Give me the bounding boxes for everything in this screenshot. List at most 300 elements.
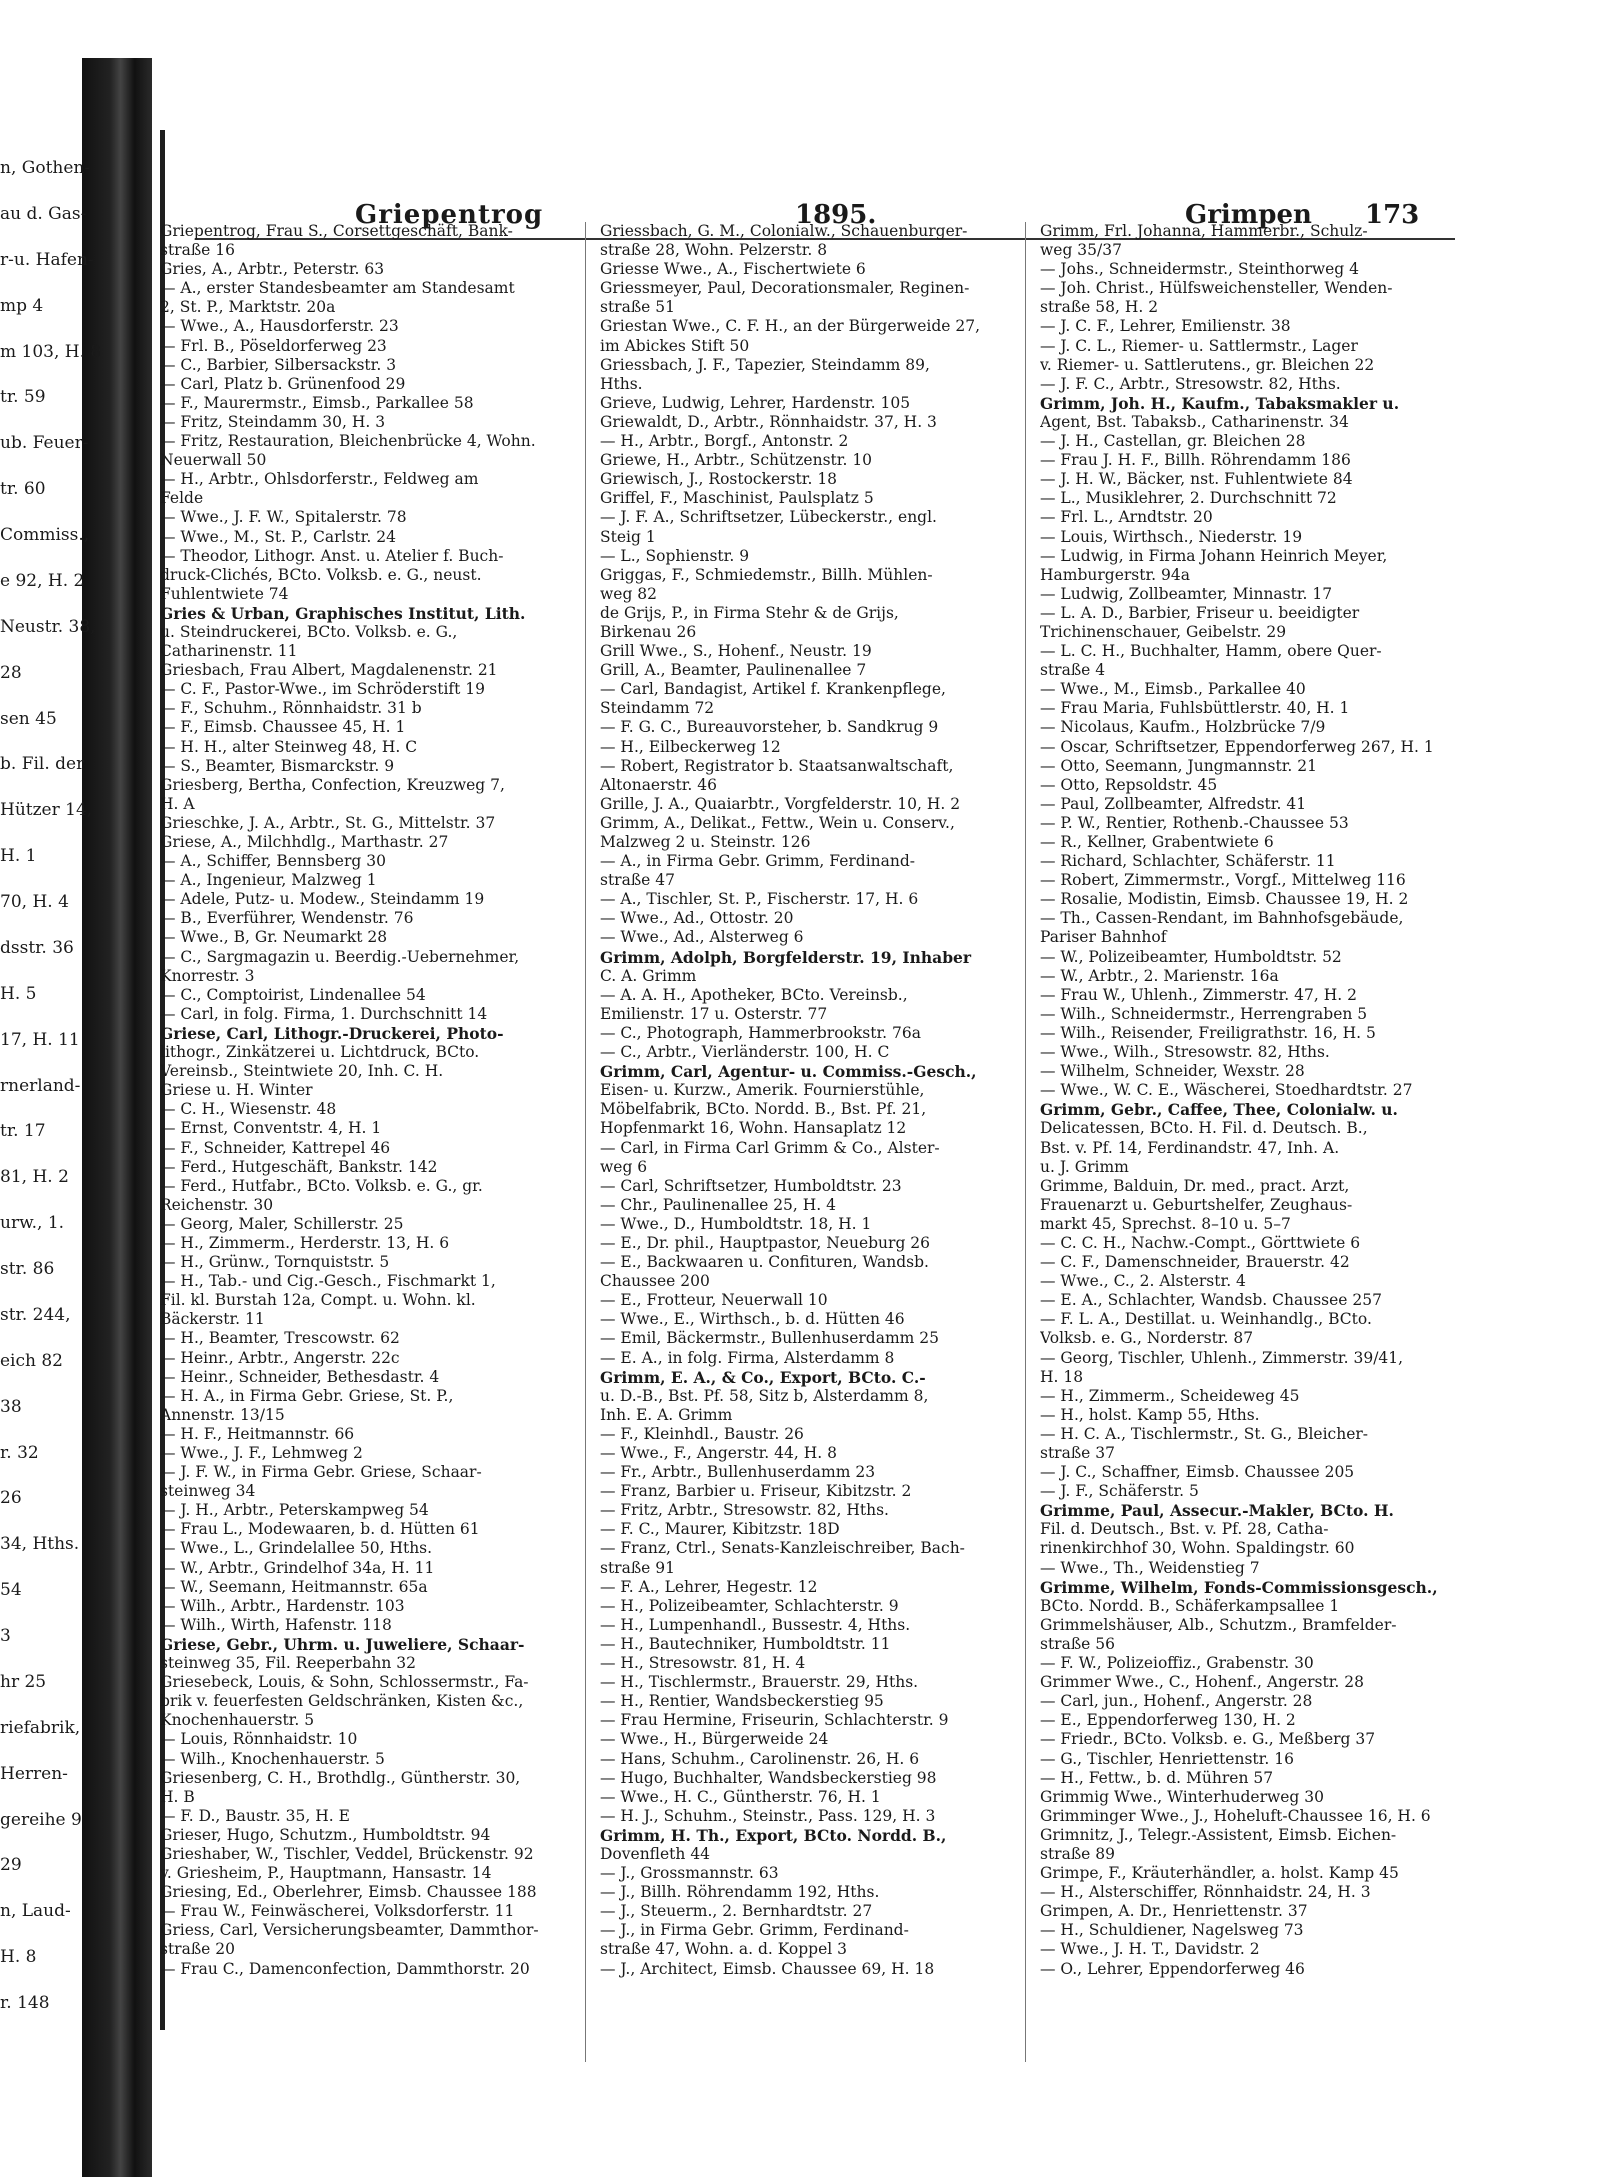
directory-entry: — Joh. Christ., Hülfsweichensteller, Wenden- [1040,279,1393,298]
directory-entry: weg 6 [600,1157,648,1176]
directory-entry: Griestan Wwe., C. F. H., an der Bürgerweide 27, [600,317,980,336]
directory-entry: BCto. Nordd. B., Schäferkampsallee 1 [1040,1596,1340,1615]
directory-entry: — Wilh., Arbtr., Hardenstr. 103 [160,1596,405,1615]
directory-entry: Dovenfleth 44 [600,1844,711,1863]
directory-entry: — Heinr., Arbtr., Angerstr. 22c [160,1348,400,1367]
column-3 [1040,222,1440,1979]
previous-page-fragment: str. 86 [0,1259,55,1279]
directory-entry: Grimm, Adolph, Borgfelderstr. 19, Inhaber [600,947,972,967]
directory-entry: Grimm, Gebr., Caffee, Thee, Colonialw. u. [1040,1100,1398,1120]
directory-entry: — E., Frotteur, Neuerwall 10 [600,1291,828,1310]
previous-page-fragment: str. 244, [0,1305,71,1325]
directory-entry: Altonaerstr. 46 [600,775,717,794]
previous-page-fragment: dsstr. 36 [0,938,74,958]
directory-entry: — Fritz, Steindamm 30, H. 3 [160,412,386,431]
directory-entry: Grimpen, A. Dr., Henriettenstr. 37 [1040,1902,1308,1921]
directory-entry: — H. C. A., Tischlermstr., St. G., Bleicher- [1040,1424,1369,1443]
directory-entry: — J. F., Schäferstr. 5 [1040,1482,1199,1501]
directory-entry: — J., Steuerm., 2. Bernhardtstr. 27 [600,1902,873,1921]
previous-page-fragment: 26 [0,1488,22,1508]
previous-page-fragment: 38 [0,1397,22,1417]
directory-entry: — Frl. L., Arndtstr. 20 [1040,508,1213,527]
directory-entry: — Wilh., Reisender, Freiligrathstr. 16, H. 5 [1040,1023,1376,1042]
directory-entry: — A., Schiffer, Bennsberg 30 [160,852,386,871]
directory-entry: — A., erster Standesbeamter am Standesamt [160,279,515,298]
directory-entry: Griepentrog, Frau S., Corsettgeschäft, Bank- [160,222,513,240]
directory-entry: — Frau C., Damenconfection, Dammthorstr. 20 [160,1959,530,1978]
directory-entry: straße 20 [160,1940,236,1959]
directory-entry: — J., in Firma Gebr. Grimm, Ferdinand- [600,1921,909,1940]
directory-entry: — Wilh., Wirth, Hafenstr. 118 [160,1615,392,1634]
directory-entry: Griess, Carl, Versicherungsbeamter, Dammthor- [160,1921,539,1940]
directory-entry: markt 45, Sprechst. 8–10 u. 5–7 [1040,1214,1291,1233]
directory-entry: — L., Sophienstr. 9 [600,546,750,565]
directory-entry: — H., Fettw., b. d. Mühren 57 [1040,1768,1274,1787]
directory-entry: Annenstr. 13/15 [160,1405,285,1424]
directory-entry: Steig 1 [600,527,656,546]
directory-entry: H. A [160,794,195,813]
directory-entry: Griesebeck, Louis, & Sohn, Schlossermstr., Fa- [160,1673,529,1692]
directory-entry: — Otto, Repsoldstr. 45 [1040,775,1218,794]
directory-entry: Grimm, Joh. H., Kaufm., Tabaksmakler u. [1040,393,1400,413]
directory-entry: — W., Polizeibeamter, Humboldtstr. 52 [1040,947,1342,966]
directory-entry: — Fritz, Restauration, Bleichenbrücke 4, Wohn. [160,432,536,451]
directory-entry: Möbelfabrik, BCto. Nordd. B., Bst. Pf. 21, [600,1100,927,1119]
previous-page-fragment: n, Gothen- [0,158,91,178]
directory-entry: Grill, A., Beamter, Paulinenallee 7 [600,661,867,680]
directory-entry: — Oscar, Schriftsetzer, Eppendorferweg 267, H. 1 [1040,737,1434,756]
previous-page-fragment: H. 5 [0,984,37,1004]
directory-entry: Griggas, F., Schmiedemstr., Billh. Mühlen- [600,565,933,584]
directory-entry: Agent, Bst. Tabaksb., Catharinenstr. 34 [1040,412,1349,431]
directory-entry: straße 47 [600,871,676,890]
directory-entry: — J. H., Arbtr., Peterskampweg 54 [160,1501,429,1520]
directory-entry: Griffel, F., Maschinist, Paulsplatz 5 [600,489,874,508]
previous-page-fragment: H. 8 [0,1947,37,1967]
directory-entry: Griessmeyer, Paul, Decorationsmaler, Reginen- [600,279,970,298]
directory-entry: Birkenau 26 [600,622,697,641]
previous-page-fragment: eich 82 [0,1351,64,1371]
directory-entry: — F. G. C., Bureauvorsteher, b. Sandkrug 9 [600,718,939,737]
directory-entry: — Frau J. H. F., Billh. Röhrendamm 186 [1040,451,1351,470]
directory-entry: Hamburgerstr. 94a [1040,565,1190,584]
directory-entry: — G., Tischler, Henriettenstr. 16 [1040,1749,1294,1768]
directory-entry: v. Griesheim, P., Hauptmann, Hansastr. 14 [160,1864,492,1883]
directory-entry: Grimpe, F., Kräuterhändler, a. holst. Kamp 45 [1040,1864,1399,1883]
directory-entry: — Carl, in Firma Carl Grimm & Co., Alster- [600,1138,940,1157]
directory-entry: Griesbach, Frau Albert, Magdalenenstr. 21 [160,661,498,680]
directory-entry: C. A. Grimm [600,966,697,985]
directory-entry: — Frau W., Uhlenh., Zimmerstr. 47, H. 2 [1040,985,1357,1004]
directory-entry: Grille, J. A., Quaiarbtr., Vorgfelderstr. 10, H. 2 [600,794,961,813]
directory-entry: — F., Eimsb. Chaussee 45, H. 1 [160,718,406,737]
directory-entry: — Wilh., Knochenhauerstr. 5 [160,1749,385,1768]
directory-entry: — Wwe., J. F. W., Spitalerstr. 78 [160,508,407,527]
column-2 [600,222,1000,1979]
directory-entry: — S., Beamter, Bismarckstr. 9 [160,756,395,775]
directory-entry: Bst. v. Pf. 14, Ferdinandstr. 47, Inh. A. [1040,1138,1340,1157]
directory-entry: — Otto, Seemann, Jungmannstr. 21 [1040,756,1317,775]
directory-entry: — H., Tischlermstr., Brauerstr. 29, Hths. [600,1673,919,1692]
previous-page-fragment: n, Laud- [0,1901,71,1921]
directory-entry: druck-Clichés, BCto. Volksb. e. G., neust. [160,565,482,584]
directory-entry: — H., Lumpenhandl., Bussestr. 4, Hths. [600,1615,911,1634]
directory-entry: — C. F., Damenschneider, Brauerstr. 42 [1040,1253,1350,1272]
directory-entry: — Hans, Schuhm., Carolinenstr. 26, H. 6 [600,1749,920,1768]
directory-entry: — W., Arbtr., 2. Marienstr. 16a [1040,966,1279,985]
directory-entry: de Grijs, P., in Firma Stehr & de Grijs, [600,603,899,622]
directory-entry: — Fritz, Arbtr., Stresowstr. 82, Hths. [600,1501,889,1520]
directory-entry: Grimm, A., Delikat., Fettw., Wein u. Conserv., [600,813,955,832]
directory-entry: Fuhlentwiete 74 [160,584,289,603]
directory-entry: — C. H., Wiesenstr. 48 [160,1100,337,1119]
directory-entry: Grimm, E. A., & Co., Export, BCto. C.- [600,1367,926,1387]
directory-entry: — Fr., Arbtr., Bullenhuserdamm 23 [600,1463,876,1482]
directory-entry: — R., Kellner, Grabentwiete 6 [1040,833,1274,851]
previous-page-fragment: r-u. Hafen- [0,250,94,270]
directory-entry: — O., Lehrer, Eppendorferweg 46 [1040,1959,1305,1978]
directory-entry: — E. A., in folg. Firma, Alsterdamm 8 [600,1348,895,1367]
directory-entry: straße 47, Wohn. a. d. Koppel 3 [600,1940,848,1959]
directory-entry: — Wwe., M., St. P., Carlstr. 24 [160,527,396,546]
directory-entry: Griesberg, Bertha, Confection, Kreuzweg 7, [160,775,505,794]
directory-entry: — C., Comptoirist, Lindenallee 54 [160,985,426,1004]
directory-entry: — Ernst, Conventstr. 4, H. 1 [160,1119,382,1138]
previous-page-fragment: Hützer 14, [0,800,93,820]
directory-entry: Griessbach, G. M., Colonialw., Schauenburger- [600,222,968,240]
directory-entry: — Richard, Schlachter, Schäferstr. 11 [1040,852,1336,871]
directory-entry: weg 35/37 [1040,241,1122,260]
directory-entry: Grieser, Hugo, Schutzm., Humboldtstr. 94 [160,1825,491,1844]
directory-entry: — Carl, jun., Hohenf., Angerstr. 28 [1040,1692,1313,1711]
directory-entry: Fil. kl. Burstah 12a, Compt. u. Wohn. kl. [160,1291,476,1310]
directory-entry: — J., Billh. Röhrendamm 192, Hths. [600,1883,880,1902]
directory-entry: — Adele, Putz- u. Modew., Steindamm 19 [160,890,485,909]
directory-entry: — Georg, Maler, Schillerstr. 25 [160,1214,404,1233]
directory-entry: — H., Arbtr., Borgf., Antonstr. 2 [600,432,849,451]
directory-entry: — E., Dr. phil., Hauptpastor, Neueburg 26 [600,1233,931,1252]
header-right-keyword: Grimpen [1185,200,1312,230]
directory-entry: Griewisch, J., Rostockerstr. 18 [600,470,838,489]
directory-entry: — C., Sargmagazin u. Beerdig.-Uebernehmer, [160,947,520,966]
directory-entry: — Chr., Paulinenallee 25, H. 4 [600,1195,837,1214]
previous-page-fragment: 17, H. 11 [0,1030,80,1050]
previous-page-fragment: Commiss., [0,525,90,545]
directory-entry: Neuerwall 50 [160,451,267,470]
directory-entry: — Wwe., D., Humboldtstr. 18, H. 1 [600,1214,872,1233]
directory-entry: — Wwe., F., Angerstr. 44, H. 8 [600,1444,837,1462]
directory-entry: — Wwe., Ad., Ottostr. 20 [600,909,794,928]
previous-page-fragment: rnerland- [0,1076,81,1096]
directory-entry: Felde [160,489,204,508]
directory-entry: — C., Arbtr., Vierländerstr. 100, H. C [600,1043,890,1062]
directory-entry: — Wwe., C., 2. Alsterstr. 4 [1040,1272,1246,1291]
directory-entry: — J. C. F., Lehrer, Emilienstr. 38 [1040,317,1291,336]
directory-entry: — P. W., Rentier, Rothenb.-Chaussee 53 [1040,813,1349,832]
directory-entry: — L. A. D., Barbier, Friseur u. beeidigter [1040,603,1360,622]
previous-page-fragment: Herren- [0,1764,68,1784]
previous-page-fragment: r. 148 [0,1993,50,2013]
directory-entry: — Carl, Schriftsetzer, Humboldtstr. 23 [600,1176,902,1195]
directory-entry: — H., Beamter, Trescowstr. 62 [160,1329,400,1348]
directory-entry: Griese, A., Milchhdlg., Marthastr. 27 [160,833,449,851]
directory-entry: Inh. E. A. Grimm [600,1405,733,1424]
directory-entry: Malzweg 2 u. Steinstr. 126 [600,833,811,851]
previous-page-fragment: urw., 1. [0,1213,65,1233]
directory-entry: — H., Zimmerm., Herderstr. 13, H. 6 [160,1233,450,1252]
directory-entry: Steindamm 72 [600,699,715,718]
directory-entry: — Ludwig, in Firma Johann Heinrich Meyer, [1040,546,1388,565]
directory-entry: Grimm, Carl, Agentur- u. Commiss.-Gesch., [600,1062,977,1082]
directory-entry: — Frau W., Feinwäscherei, Volksdorferstr. 11 [160,1902,515,1921]
directory-entry: straße 16 [160,241,236,260]
directory-entry: — J., Architect, Eimsb. Chaussee 69, H. 18 [600,1959,935,1978]
directory-entry: — Robert, Registrator b. Staatsanwaltschaft, [600,756,954,775]
directory-entry: Griese, Gebr., Uhrm. u. Juweliere, Schaar- [160,1634,525,1654]
directory-entry: — W., Arbtr., Grindelhof 34a, H. 11 [160,1558,435,1577]
previous-page-edge [0,60,140,2040]
directory-entry: Grill Wwe., S., Hohenf., Neustr. 19 [600,642,872,661]
directory-entry: H. B [160,1787,195,1806]
directory-entry: Grimme, Balduin, Dr. med., pract. Arzt, [1040,1176,1350,1195]
directory-entry: — Wwe., W. C. E., Wäscherei, Stoedhardtstr. 27 [1040,1081,1413,1100]
directory-entry: — B., Everführer, Wendenstr. 76 [160,909,414,928]
directory-entry: — W., Seemann, Heitmannstr. 65a [160,1577,428,1596]
directory-entry: — J. C. L., Riemer- u. Sattlermstr., Lager [1040,336,1358,355]
directory-entry: — Carl, Platz b. Grünenfood 29 [160,374,406,393]
directory-entry: — F. D., Baustr. 35, H. E [160,1806,350,1825]
directory-entry: straße 4 [1040,661,1106,680]
previous-page-fragment: m 103, H. 8 [0,342,102,362]
page-number: 173 [1365,200,1420,230]
previous-page-fragment: b. Fil. der [0,754,85,774]
previous-page-fragment: H. 1 [0,846,37,866]
directory-entry: — J., Grossmannstr. 63 [600,1864,779,1883]
directory-entry: — H., Polizeibeamter, Schlachterstr. 9 [600,1596,899,1615]
directory-entry: brik v. feuerfesten Geldschränken, Kisten &c., [160,1692,524,1711]
directory-entry: straße 37 [1040,1444,1116,1462]
directory-entry: steinweg 34 [160,1482,256,1501]
previous-page-fragment: 54 [0,1580,22,1600]
directory-entry: — F. C., Maurer, Kibitzstr. 18D [600,1520,840,1539]
directory-entry: — Johs., Schneidermstr., Steinthorweg 4 [1040,260,1360,279]
directory-entry: u. J. Grimm [1040,1157,1129,1176]
directory-entry: — Frau L., Modewaaren, b. d. Hütten 61 [160,1520,480,1539]
directory-entry: 2, St. P., Marktstr. 20a [160,298,336,317]
directory-entry: im Abickes Stift 50 [600,336,750,355]
directory-entry: — J. F. C., Arbtr., Stresowstr. 82, Hths. [1040,374,1341,393]
directory-entry: Grimm, H. Th., Export, BCto. Nordd. B., [600,1825,947,1845]
directory-entry: — H., Eilbeckerweg 12 [600,737,781,756]
directory-entry: — H. F., Heitmannstr. 66 [160,1424,355,1443]
directory-entry: — Wwe., E., Wirthsch., b. d. Hütten 46 [600,1310,905,1329]
directory-entry: — Wilh., Schneidermstr., Herrengraben 5 [1040,1004,1368,1023]
directory-entry: weg 82 [600,584,658,603]
directory-entry: — Louis, Rönnhaidstr. 10 [160,1730,358,1749]
directory-entry: Grieschke, J. A., Arbtr., St. G., Mittelstr. 37 [160,813,496,832]
directory-entry: Grimmelshäuser, Alb., Schutzm., Bramfelder- [1040,1615,1397,1634]
directory-entry: — Wwe., Wilh., Stresowstr. 82, Hths. [1040,1043,1330,1062]
directory-entry: Grimnitz, J., Telegr.-Assistent, Eimsb. Eichen- [1040,1825,1397,1844]
directory-entry: — Wilhelm, Schneider, Wexstr. 28 [1040,1062,1305,1081]
directory-entry: Griesenberg, C. H., Brothdlg., Güntherstr. 30, [160,1768,521,1787]
directory-entry: v. Riemer- u. Sattlerutens., gr. Bleichen 22 [1040,355,1375,374]
directory-entry: — A. A. H., Apotheker, BCto. Vereinsb., [600,985,908,1004]
previous-page-fragment: gereihe 9 [0,1810,82,1830]
directory-entry: — Franz, Barbier u. Friseur, Kibitzstr. 2 [600,1482,912,1501]
directory-entry: H. 18 [1040,1367,1084,1386]
directory-entry: lithogr., Zinkätzerei u. Lichtdruck, BCto. [160,1043,480,1062]
directory-entry: — Wwe., H. C., Güntherstr. 76, H. 1 [600,1787,881,1806]
header-left-keyword: Griepentrog [355,200,544,230]
directory-entry: — Robert, Zimmermstr., Vorgf., Mittelweg 116 [1040,871,1406,890]
directory-entry: — Ferd., Hutgeschäft, Bankstr. 142 [160,1157,438,1176]
directory-entry: — J. F. A., Schriftsetzer, Lübeckerstr., engl. [600,508,937,527]
directory-entry: Frauenarzt u. Geburtshelfer, Zeughaus- [1040,1195,1353,1214]
directory-entry: — F., Schneider, Kattrepel 46 [160,1138,391,1157]
directory-entry: — H., Rentier, Wandsbeckerstieg 95 [600,1692,884,1711]
previous-page-fragment: 81, H. 2 [0,1167,69,1187]
directory-entry: — H. H., alter Steinweg 48, H. C [160,737,418,756]
directory-entry: — Ludwig, Zollbeamter, Minnastr. 17 [1040,584,1333,603]
directory-entry: straße 56 [1040,1634,1116,1653]
previous-page-fragment: tr. 60 [0,479,46,499]
directory-entry: Grimmig Wwe., Winterhuderweg 30 [1040,1787,1324,1806]
directory-entry: — Franz, Ctrl., Senats-Kanzleischreiber, Bach- [600,1539,965,1558]
directory-entry: Knochenhauerstr. 5 [160,1711,315,1730]
directory-entry: — Nicolaus, Kaufm., Holzbrücke 7/9 [1040,718,1326,737]
directory-entry: — Wwe., Ad., Alsterweg 6 [600,928,804,947]
directory-entry: — Wwe., H., Bürgerweide 24 [600,1730,829,1749]
previous-page-fragment: e 92, H. 2 [0,571,85,591]
directory-entry: Grimminger Wwe., J., Hoheluft-Chaussee 16, H. 6 [1040,1806,1431,1825]
directory-entry: rinenkirchhof 30, Wohn. Spaldingstr. 60 [1040,1539,1355,1558]
previous-page-fragment: riefabrik, [0,1718,81,1738]
directory-entry: Grieve, Ludwig, Lehrer, Hardenstr. 105 [600,393,911,412]
directory-entry: — Wwe., B, Gr. Neumarkt 28 [160,928,388,947]
directory-entry: — Theodor, Lithogr. Anst. u. Atelier f. Buch- [160,546,504,565]
directory-entry: Delicatessen, BCto. H. Fil. d. Deutsch. B., [1040,1119,1368,1138]
directory-entry: — F. W., Polizeioffiz., Grabenstr. 30 [1040,1654,1314,1673]
column-divider [1025,222,1026,2062]
directory-entry: — F. A., Lehrer, Hegestr. 12 [600,1577,818,1596]
column-divider [585,222,586,2062]
directory-entry: — E. A., Schlachter, Wandsb. Chaussee 257 [1040,1291,1382,1310]
directory-entry: — Georg, Tischler, Uhlenh., Zimmerstr. 39/41, [1040,1348,1404,1367]
directory-entry: — Carl, in folg. Firma, 1. Durchschnitt 14 [160,1004,488,1023]
directory-entry: Catharinenstr. 11 [160,642,298,661]
previous-page-fragment: Neustr. 38, [0,617,96,637]
directory-entry: — Frl. B., Pöseldorferweg 23 [160,336,387,355]
directory-entry: Griewaldt, D., Arbtr., Rönnhaidstr. 37, H. 3 [600,412,937,431]
directory-entry: straße 51 [600,298,676,317]
directory-entry: — Wwe., A., Hausdorferstr. 23 [160,317,399,336]
directory-entry: — Wwe., L., Grindelallee 50, Hths. [160,1539,433,1558]
directory-entry: — Louis, Wirthsch., Niederstr. 19 [1040,527,1303,546]
directory-entry: — A., in Firma Gebr. Grimm, Ferdinand- [600,852,916,871]
previous-page-fragment: ub. Feuer- [0,433,89,453]
directory-entry: — L., Musiklehrer, 2. Durchschnitt 72 [1040,489,1337,508]
directory-entry: — F., Schuhm., Rönnhaidstr. 31 b [160,699,422,718]
previous-page-fragment: au d. Gas- [0,204,87,224]
directory-entry: — Paul, Zollbeamter, Alfredstr. 41 [1040,794,1307,813]
previous-page-fragment: mp 4 [0,296,44,316]
directory-entry: Griewe, H., Arbtr., Schützenstr. 10 [600,451,873,470]
directory-entry: — J. H. W., Bäcker, nst. Fuhlentwiete 84 [1040,470,1353,489]
directory-entry: Gries, A., Arbtr., Peterstr. 63 [160,260,385,279]
directory-entry: Grimm, Frl. Johanna, Hammerbr., Schulz- [1040,222,1368,240]
directory-entry: Hopfenmarkt 16, Wohn. Hansaplatz 12 [600,1119,907,1138]
directory-entry: — A., Tischler, St. P., Fischerstr. 17, H. 6 [600,890,919,909]
directory-entry: — H., Stresowstr. 81, H. 4 [600,1654,806,1673]
directory-entry: — Wwe., J. H. T., Davidstr. 2 [1040,1940,1260,1959]
directory-entry: — H., holst. Kamp 55, Hths. [1040,1405,1260,1424]
directory-entry: Vereinsb., Steintwiete 20, Inh. C. H. [160,1062,444,1081]
directory-entry: Griesing, Ed., Oberlehrer, Eimsb. Chaussee 188 [160,1883,537,1902]
directory-entry: Griessbach, J. F., Tapezier, Steindamm 89, [600,355,930,374]
previous-page-fragment: 28 [0,663,22,683]
directory-entry: Griese, Carl, Lithogr.-Druckerei, Photo- [160,1023,504,1043]
header-year: 1895. [795,200,877,230]
previous-page-fragment: r. 32 [0,1443,39,1463]
directory-entry: Emilienstr. 17 u. Osterstr. 77 [600,1004,828,1023]
directory-entry: steinweg 35, Fil. Reeperbahn 32 [160,1654,416,1673]
directory-entry: — H., Schuldiener, Nagelsweg 73 [1040,1921,1304,1940]
directory-entry: — C. C. H., Nachw.-Compt., Görttwiete 6 [1040,1233,1361,1252]
directory-entry: — J. H., Castellan, gr. Bleichen 28 [1040,432,1306,451]
directory-entry: — H., Arbtr., Ohlsdorferstr., Feldweg am [160,470,479,489]
directory-entry: straße 89 [1040,1844,1116,1863]
directory-entry: straße 91 [600,1558,676,1577]
directory-entry: Knorrestr. 3 [160,966,255,985]
directory-entry: — C. F., Pastor-Wwe., im Schröderstift 19 [160,680,486,699]
directory-entry: — Carl, Bandagist, Artikel f. Krankenpflege, [600,680,946,699]
directory-entry: — Ferd., Hutfabr., BCto. Volksb. e. G., gr. [160,1176,483,1195]
directory-entry: — H., Tab.- und Cig.-Gesch., Fischmarkt 1, [160,1272,496,1291]
directory-entry: — F. L. A., Destillat. u. Weinhandlg., BCto. [1040,1310,1372,1329]
directory-entry: — A., Ingenieur, Malzweg 1 [160,871,377,890]
directory-entry: — Wwe., Th., Weidenstieg 7 [1040,1558,1260,1577]
directory-entry: — C., Barbier, Silbersackstr. 3 [160,355,397,374]
directory-entry: u. Steindruckerei, BCto. Volksb. e. G., [160,622,458,641]
previous-page-fragment: 70, H. 4 [0,892,69,912]
previous-page-fragment: tr. 17 [0,1121,46,1141]
directory-entry: — H., Alsterschiffer, Rönnhaidstr. 24, H. 3 [1040,1883,1371,1902]
directory-entry: Chaussee 200 [600,1272,710,1291]
directory-entry: — H., Bautechniker, Humboldtstr. 11 [600,1634,891,1653]
previous-page-fragment: tr. 59 [0,387,46,407]
directory-entry: — J. F. W., in Firma Gebr. Griese, Schaar- [160,1463,482,1482]
directory-entry: — F., Kleinhdl., Baustr. 26 [600,1424,804,1443]
directory-entry: Reichenstr. 30 [160,1195,274,1214]
previous-page-fragment: 29 [0,1855,22,1875]
directory-entry: Griese u. H. Winter [160,1081,313,1100]
directory-entry: Trichinenschauer, Geibelstr. 29 [1040,622,1287,641]
directory-entry: — H., Grünw., Tornquiststr. 5 [160,1253,390,1272]
directory-entry: Grimmer Wwe., C., Hohenf., Angerstr. 28 [1040,1673,1364,1692]
directory-entry: Grieshaber, W., Tischler, Veddel, Brückenstr. 92 [160,1844,534,1863]
directory-entry: Griesse Wwe., A., Fischertwiete 6 [600,260,866,279]
column-1 [160,222,560,1979]
directory-entry: — Friedr., BCto. Volksb. e. G., Meßberg 37 [1040,1730,1376,1749]
directory-entry: — E., Eppendorferweg 130, H. 2 [1040,1711,1296,1730]
directory-entry: Pariser Bahnhof [1040,928,1167,947]
directory-entry: Hths. [600,374,643,393]
directory-entry: — Th., Cassen-Rendant, im Bahnhofsgebäude, [1040,909,1404,928]
directory-entry: — H., Zimmerm., Scheideweg 45 [1040,1386,1300,1405]
directory-entry: — H. J., Schuhm., Steinstr., Pass. 129, H. 3 [600,1806,936,1825]
directory-entry: Eisen- u. Kurzw., Amerik. Fournierstühle, [600,1081,925,1100]
